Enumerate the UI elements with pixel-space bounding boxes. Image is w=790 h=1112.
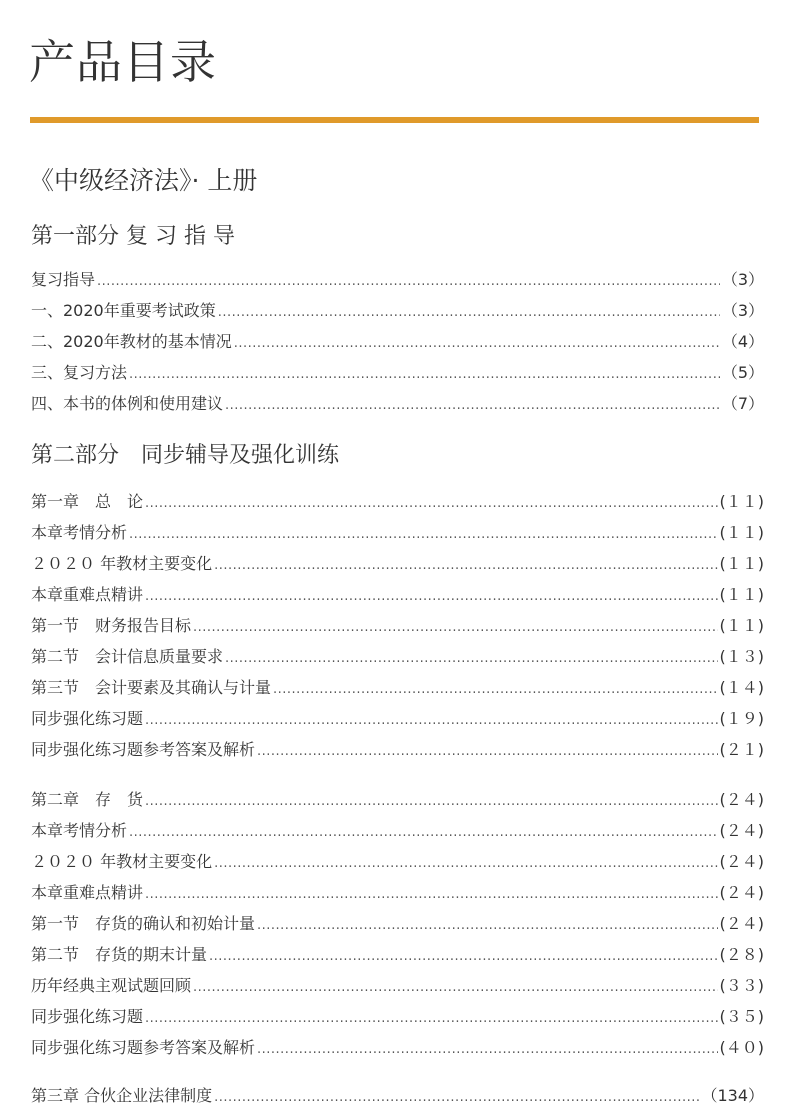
toc-entry-title: 历年经典主观试题回顾 bbox=[31, 976, 192, 995]
toc-dot-leader bbox=[225, 645, 717, 669]
toc-entry-page: （3） bbox=[721, 270, 764, 289]
toc-entry-title: 同步强化练习题 bbox=[31, 1007, 144, 1026]
toc-entry-page: (２４) bbox=[719, 821, 764, 840]
toc-entry-title: 第一节 存货的确认和初始计量 bbox=[31, 914, 256, 933]
toc-dot-leader bbox=[218, 299, 720, 323]
toc-dot-leader bbox=[145, 788, 717, 812]
toc-entry-title: 第二节 存货的期末计量 bbox=[31, 945, 208, 964]
toc-entry-page: (１１) bbox=[719, 554, 764, 573]
toc-entry-title: 第三章 合伙企业法律制度 bbox=[31, 1086, 213, 1105]
toc-entry-title: 二、2020年教材的基本情况 bbox=[31, 332, 232, 351]
toc-dot-leader bbox=[273, 676, 717, 700]
toc-entry-page: (１４) bbox=[719, 678, 764, 697]
toc-entry-title: 复习指导 bbox=[31, 270, 96, 289]
toc-entry-title: 第三节 会计要素及其确认与计量 bbox=[31, 678, 272, 697]
toc-dot-leader bbox=[145, 583, 717, 607]
toc-entry-title: 一、2020年重要考试政策 bbox=[31, 301, 216, 320]
toc-entry-page: (１１) bbox=[719, 616, 764, 635]
toc-entry[interactable] bbox=[31, 583, 764, 607]
toc-dot-leader bbox=[129, 521, 717, 545]
toc-entry[interactable] bbox=[31, 881, 764, 905]
toc-entry-title: 同步强化练习题参考答案及解析 bbox=[31, 1038, 256, 1057]
toc-entry[interactable] bbox=[31, 361, 764, 385]
toc-entry-title: 第二章 存 货 bbox=[31, 790, 144, 809]
toc-entry-title: 本章考情分析 bbox=[31, 821, 128, 840]
toc-dot-leader bbox=[214, 552, 717, 576]
toc-entry-title: 第二节 会计信息质量要求 bbox=[31, 647, 224, 666]
toc-dot-leader bbox=[234, 330, 720, 354]
toc-entry-page: (１１) bbox=[719, 585, 764, 604]
toc-entry[interactable] bbox=[31, 392, 764, 416]
book-title: 《中级经济法》· 上册 bbox=[29, 166, 258, 195]
toc-entry[interactable] bbox=[31, 614, 764, 638]
toc-entry-title: ２０２０ 年教材主要变化 bbox=[31, 554, 213, 573]
toc-entry-page: (３５) bbox=[719, 1007, 764, 1026]
toc-dot-leader bbox=[257, 1036, 717, 1060]
toc-entry[interactable] bbox=[31, 819, 764, 843]
toc-entry[interactable] bbox=[31, 645, 764, 669]
toc-entry[interactable] bbox=[31, 330, 764, 354]
page-title: 产品目录 bbox=[29, 35, 217, 89]
toc-dot-leader bbox=[193, 614, 717, 638]
toc-entry[interactable] bbox=[31, 521, 764, 545]
toc-dot-leader bbox=[129, 819, 717, 843]
toc-dot-leader bbox=[209, 943, 717, 967]
toc-dot-leader bbox=[145, 707, 717, 731]
part-two-title: 第二部分 同步辅导及强化训练 bbox=[31, 443, 340, 468]
toc-entry[interactable] bbox=[31, 707, 764, 731]
toc-entry-page: (２８) bbox=[719, 945, 764, 964]
toc-entry[interactable] bbox=[31, 912, 764, 936]
toc-entry-title: 第一节 财务报告目标 bbox=[31, 616, 192, 635]
toc-entry[interactable] bbox=[31, 788, 764, 812]
toc-entry-title: 同步强化练习题 bbox=[31, 709, 144, 728]
toc-dot-leader bbox=[145, 1005, 717, 1029]
toc-entry-page: （134） bbox=[701, 1086, 764, 1105]
toc-entry-title: ２０２０ 年教材主要变化 bbox=[31, 852, 213, 871]
toc-entry-title: 本章重难点精讲 bbox=[31, 883, 144, 902]
toc-entry-page: (４０) bbox=[719, 1038, 764, 1057]
toc-entry[interactable] bbox=[31, 268, 764, 292]
toc-dot-leader bbox=[145, 881, 717, 905]
toc-entry-page: (２４) bbox=[719, 914, 764, 933]
toc-entry-page: (２４) bbox=[719, 790, 764, 809]
toc-entry[interactable] bbox=[31, 552, 764, 576]
toc-entry-page: （3） bbox=[721, 301, 764, 320]
toc-entry-page: (１１) bbox=[719, 492, 764, 511]
toc-entry-page: (１１) bbox=[719, 523, 764, 542]
toc-dot-leader bbox=[214, 1084, 699, 1108]
toc-entry-page: (３３) bbox=[719, 976, 764, 995]
toc-entry-title: 同步强化练习题参考答案及解析 bbox=[31, 740, 256, 759]
toc-entry-title: 第一章 总 论 bbox=[31, 492, 144, 511]
toc-entry[interactable] bbox=[31, 738, 764, 762]
toc-entry[interactable] bbox=[31, 676, 764, 700]
toc-entry[interactable] bbox=[31, 299, 764, 323]
toc-dot-leader bbox=[145, 490, 717, 514]
toc-dot-leader bbox=[225, 392, 720, 416]
toc-entry[interactable] bbox=[31, 1084, 764, 1108]
toc-entry[interactable] bbox=[31, 1036, 764, 1060]
toc-entry[interactable] bbox=[31, 490, 764, 514]
toc-entry-page: （4） bbox=[721, 332, 764, 351]
toc-entry[interactable] bbox=[31, 850, 764, 874]
toc-entry-title: 本章考情分析 bbox=[31, 523, 128, 542]
toc-entry-page: （5） bbox=[721, 363, 764, 382]
toc-entry-page: (１３) bbox=[719, 647, 764, 666]
toc-entry-title: 四、本书的体例和使用建议 bbox=[31, 394, 224, 413]
toc-entry[interactable] bbox=[31, 1005, 764, 1029]
toc-dot-leader bbox=[214, 850, 717, 874]
toc-dot-leader bbox=[193, 974, 717, 998]
toc-dot-leader bbox=[257, 912, 717, 936]
toc-entry-title: 三、复习方法 bbox=[31, 363, 128, 382]
toc-entry-title: 本章重难点精讲 bbox=[31, 585, 144, 604]
toc-entry-page: (２４) bbox=[719, 852, 764, 871]
title-divider bbox=[30, 117, 759, 123]
toc-entry[interactable] bbox=[31, 943, 764, 967]
toc-entry-page: (２１) bbox=[719, 740, 764, 759]
toc-dot-leader bbox=[97, 268, 720, 292]
part-one-title: 第一部分 复 习 指 导 bbox=[31, 224, 235, 249]
toc-entry-page: （7） bbox=[721, 394, 764, 413]
toc-entry-page: (１９) bbox=[719, 709, 764, 728]
toc-entry[interactable] bbox=[31, 974, 764, 998]
toc-dot-leader bbox=[129, 361, 720, 385]
toc-dot-leader bbox=[257, 738, 717, 762]
toc-entry-page: (２４) bbox=[719, 883, 764, 902]
